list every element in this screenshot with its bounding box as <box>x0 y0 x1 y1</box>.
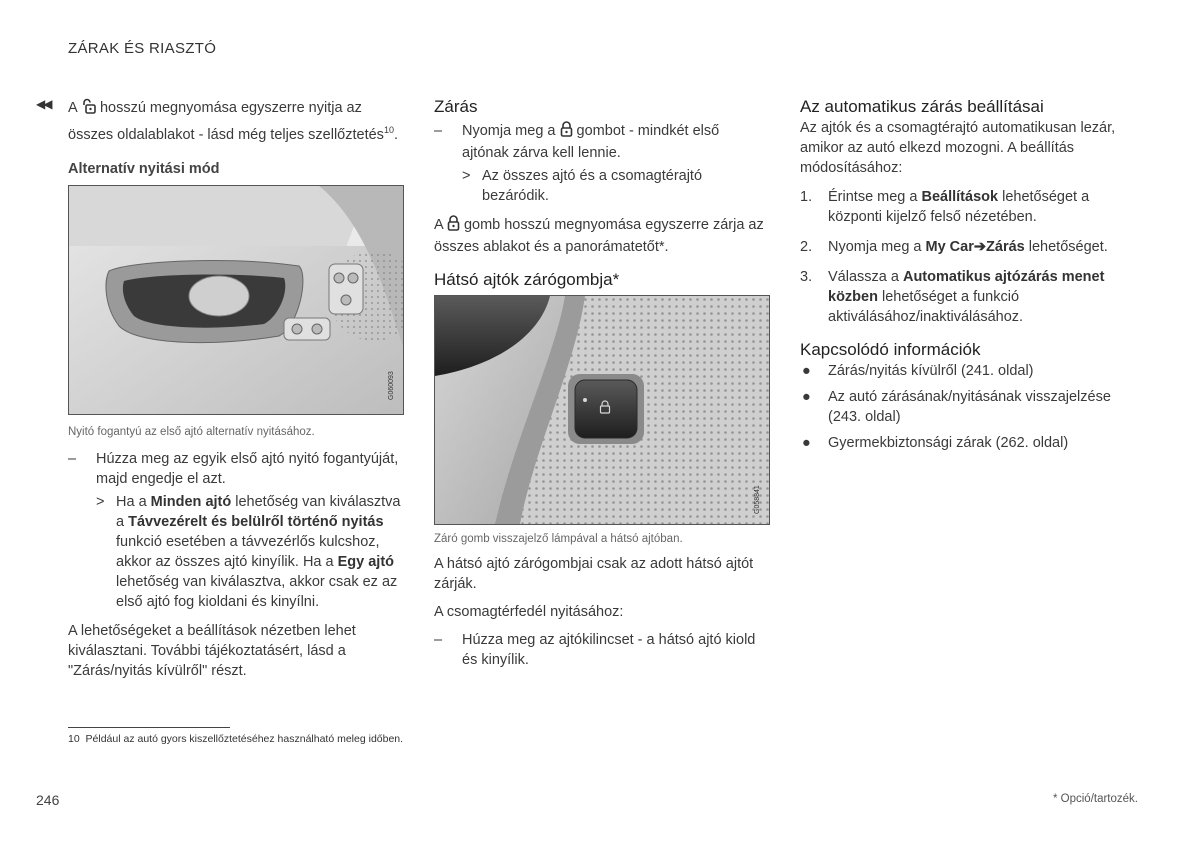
bullet-icon: ● <box>802 389 811 405</box>
intro-text: hosszú megnyomása egyszerre nyitja az összes oldalablakot - lásd még teljes szellőztetés <box>68 100 384 143</box>
result-text-3: funkció esetében a távvezérlős kulcshoz, akkor az összes ajtó kinyílik. Ha a <box>116 533 380 570</box>
step-text: lehetőséget a funkció aktiválásához/inaktiválásához. <box>828 289 1024 325</box>
dash-marker: – <box>434 123 443 139</box>
trunk-step-text: Húzza meg az ajtókilincset - a hátsó ajtó kiold és kinyílik. <box>462 632 756 668</box>
result-text-2: lehetőség van kiválasztva a <box>116 493 401 530</box>
result-marker: > <box>462 168 471 184</box>
related-link-3[interactable] <box>800 433 1130 453</box>
related-link-1[interactable] <box>800 361 1130 381</box>
image-code: G060093 <box>388 371 395 400</box>
door-handle-image <box>68 185 404 415</box>
option-note: * Opció/tartozék. <box>1052 793 1138 805</box>
lock-icon <box>560 121 573 143</box>
related-link-text[interactable]: Gyermekbiztonsági zárak (262. oldal) <box>828 435 1069 451</box>
auto-lock-label: Automatikus ajtózárás menet közben <box>828 269 1105 305</box>
step-text: Válassza a <box>828 269 903 285</box>
related-link-text[interactable]: Zárás/nyitás kívülről (241. oldal) <box>828 363 1034 379</box>
bullet-icon: ● <box>802 435 811 451</box>
instruction-step <box>68 449 403 489</box>
footnote-text: Például az autó gyors kiszellőztetéséhez használható meleg időben. <box>85 733 404 745</box>
bullet-icon: ● <box>802 363 811 379</box>
step-text: lehetőséget. <box>1024 239 1108 255</box>
option-remote-unlock: Távvezérelt és belülről történő nyitás <box>128 513 384 530</box>
result-item <box>68 492 403 612</box>
instruction-text: Húzza meg az egyik első ajtó nyitó fogantyúját, majd engedje el azt. <box>96 450 399 487</box>
image-caption: Záró gomb visszajelző lámpával a hátsó ajtóban. <box>434 533 683 545</box>
step-text: Érintse meg a <box>828 189 922 205</box>
auto-intro: Az ajtók és a csomagtérajtó automatikusan lezár, amikor az autó elkezd mozogni. A beállítás módosításához: <box>800 120 1116 176</box>
rear-text: A hátsó ajtó zárógombjai csak az adott hátsó ajtót zárják. <box>434 556 754 592</box>
dash-marker: – <box>68 450 77 467</box>
longpress-paragraph <box>434 215 769 257</box>
rear-lock-button-image <box>434 295 770 525</box>
dash-marker: – <box>434 632 443 648</box>
page-number: 246 <box>36 792 60 808</box>
footnote-divider <box>68 727 230 728</box>
intro-end: . <box>393 126 398 143</box>
step-3 <box>800 267 1130 327</box>
result-marker: > <box>96 493 105 510</box>
lock-step <box>434 121 769 163</box>
step-1 <box>800 187 1130 227</box>
step-number: 2. <box>800 239 813 255</box>
arrow-right-icon: ➔ <box>973 239 987 255</box>
result-text-1: Ha a <box>116 493 151 510</box>
lock-post: gombot - mindkét első ajtónak zárva kell lennie. <box>462 123 720 161</box>
option-all-doors: Minden ajtó <box>150 493 232 510</box>
related-link-2[interactable] <box>800 387 1130 427</box>
footnote-ref: 10 <box>383 125 394 135</box>
heading-rear-lock: Hátsó ajtók zárógombja* <box>434 270 620 289</box>
step-text: Nyomja meg a <box>828 239 926 255</box>
heading-auto-lock: Az automatikus zárás beállításai <box>800 97 1044 116</box>
lock-icon <box>447 215 460 237</box>
step-number: 1. <box>800 189 813 205</box>
column-middle <box>434 96 769 670</box>
image-code: G058841 <box>754 485 761 514</box>
intro-pre: A <box>68 100 77 116</box>
trunk-step <box>434 630 769 670</box>
heading-related: Kapcsolódó információk <box>800 340 981 359</box>
lock-result <box>434 166 769 206</box>
settings-label: Beállítások <box>921 189 999 205</box>
unlock-icon <box>81 98 96 120</box>
longpress-pre: A <box>434 217 443 233</box>
step-number: 3. <box>800 269 813 285</box>
image-caption: Nyitó fogantyú az első ajtó alternatív nyitásához. <box>68 425 315 438</box>
column-left <box>68 98 403 681</box>
heading-locking: Zárás <box>434 97 478 116</box>
related-link-text[interactable]: Az autó zárásának/nyitásának visszajelzése (243. oldal) <box>828 389 1111 425</box>
continued-marker-icon: ◀◀ <box>36 97 51 111</box>
my-car-label: My Car <box>925 239 974 255</box>
step-text: lehetőséget a központi kijelző felső nézetében. <box>828 189 1090 225</box>
column-right <box>800 96 1130 453</box>
result-text-4: lehetőség van kiválasztva, akkor csak ez az első ajtó fog kioldani és kinyílni. <box>116 573 398 610</box>
footnote-number: 10 <box>68 733 80 745</box>
closing-paragraph: A lehetőségeket a beállítások nézetben lehet kiválasztani. További tájékoztatásért, lásd a "Zárás/nyitás kívülről" részt. <box>68 622 356 679</box>
option-one-door: Egy ajtó <box>337 553 395 570</box>
locking-label: Zárás <box>986 239 1025 255</box>
section-title: ZÁRAK ÉS RIASZTÓ <box>68 40 217 57</box>
lock-result-text: Az összes ajtó és a csomagtérajtó bezáródik. <box>482 168 703 204</box>
trunk-text: A csomagtérfedél nyitásához: <box>434 604 624 620</box>
footnote <box>68 733 403 745</box>
intro-paragraph <box>68 98 403 145</box>
lock-pre: Nyomja meg a <box>462 123 556 139</box>
subheading-alt-opening: Alternatív nyitási mód <box>68 160 220 177</box>
step-2 <box>800 237 1130 257</box>
longpress-text: gomb hosszú megnyomása egyszerre zárja az összes ablakot és a panorámatetőt*. <box>434 217 764 255</box>
